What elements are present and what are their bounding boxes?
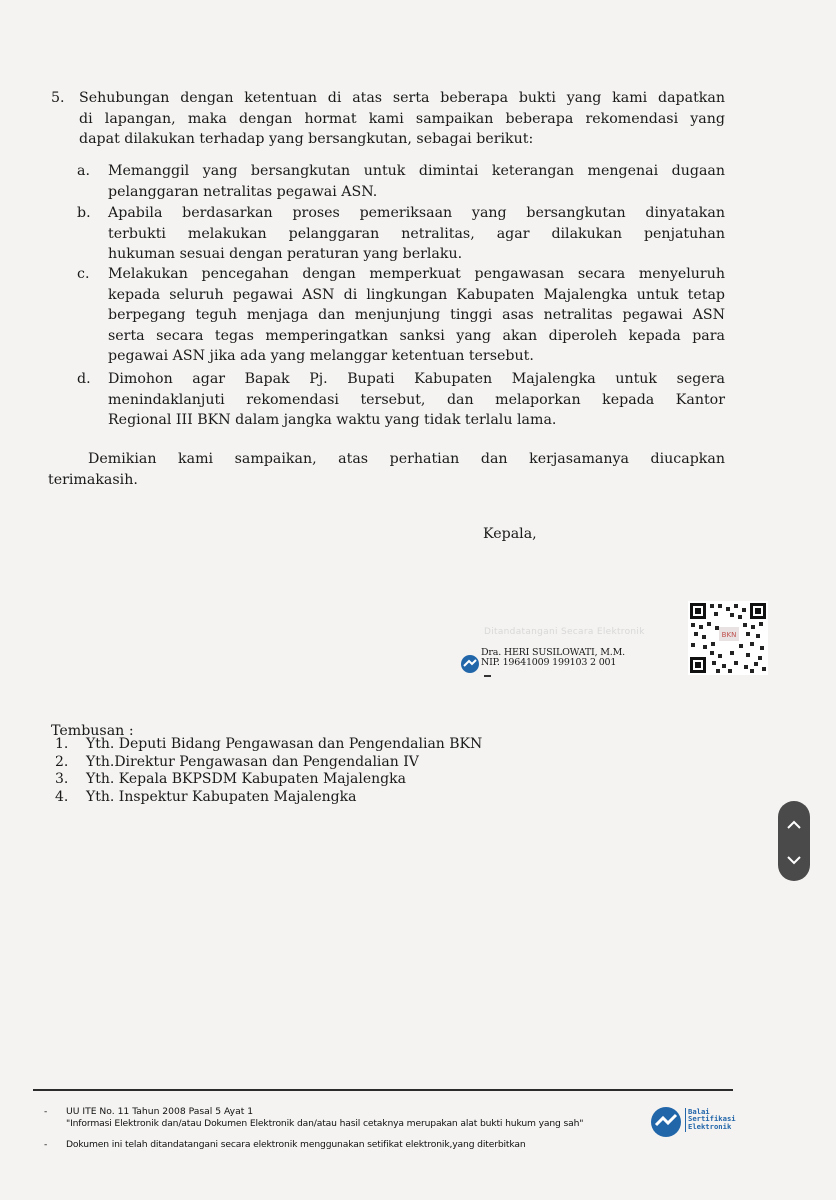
signatory-block [481, 648, 625, 668]
list-item: 1. Yth. Deputi Bidang Pengawasan dan Pengendalian BKN [55, 736, 483, 752]
divider [484, 675, 491, 677]
page-scroll-control [778, 801, 810, 881]
closing-line: terimakasih. [48, 471, 138, 488]
item-line: Melakukan pencegahan dengan memperkuat pengawasan secara menyeluruh [108, 266, 725, 282]
footer-divider [33, 1089, 733, 1091]
item-line: terbukti melakukan pelanggaran netralitas, agar dilakukan penjatuhan [108, 225, 725, 242]
signature-watermark: Ditandatangani Secara Elektronik [484, 627, 645, 637]
signatory-nip: NIP. 19641009 199103 2 001 [481, 657, 617, 668]
item-line: kepada seluruh pegawai ASN di lingkungan Kabupaten Majalengka untuk tetap [108, 286, 725, 303]
item-line: pegawai ASN jika ada yang melanggar ketentuan tersebut. [108, 348, 534, 364]
tembusan-list [55, 736, 482, 806]
bsre-brand-text: Balai Sertifikasi Elektronik [688, 1107, 736, 1131]
item-line: Memanggil yang bersangkutan untuk dimintai keterangan mengenai dugaan [108, 163, 725, 179]
point-5-line: di lapangan, maka dengan hormat kami sampaikan beberapa rekomendasi yang [79, 110, 725, 127]
item-line: menindaklanjuti rekomendasi tersebut, dan melaporkan kepada Kantor [108, 391, 725, 408]
footer-law-quote: "Informasi Elektronik dan/atau Dokumen Elektronik dan/atau hasil cetaknya merupakan alat bukti hukum yang sah" [66, 1118, 584, 1129]
item-line: berpegang teguh menjaga dan menjunjung tinggi asas netralitas pegawai ASN [108, 307, 725, 323]
item-line: pelanggaran netralitas pegawai ASN. [108, 183, 378, 200]
item-letter: d. [77, 371, 91, 387]
closing-paragraph [48, 449, 725, 490]
qr-code [688, 601, 768, 675]
point-5-number: 5. [51, 90, 65, 106]
svg-text:BKN: BKN [721, 631, 737, 639]
footer-esign-note: Dokumen ini telah ditandatangani secara elektronik menggunakan setifikat elektronik,yang diterbitkan [66, 1139, 526, 1150]
tembusan-heading: Tembusan : [51, 723, 134, 739]
list-item: 4. Yth. Inspektur Kabupaten Majalengka [55, 788, 357, 805]
scroll-up-button[interactable] [778, 803, 810, 843]
chevron-down-icon [787, 850, 801, 869]
item-letter: a. [77, 163, 90, 179]
divider [685, 1108, 686, 1132]
scroll-down-button[interactable] [778, 839, 810, 879]
chevron-up-icon [787, 814, 801, 833]
item-line: serta secara tegas memperingatkan sanksi yang akan diperoleh kepada para [108, 327, 725, 344]
bsre-logo-icon [460, 654, 480, 674]
list-item: 2. Yth.Direktur Pengawasan dan Pengendalian IV [55, 753, 419, 770]
signature-title: Kepala, [483, 526, 537, 542]
closing-line: Demikian kami sampaikan, atas perhatian dan kerjasamanya diucapkan [88, 451, 725, 467]
item-line: Regional III BKN dalam jangka waktu yang tidak terlalu lama. [108, 412, 557, 428]
item-letter: c. [77, 266, 90, 282]
item-line: Dimohon agar Bapak Pj. Bupati Kabupaten Majalengka untuk segera [108, 371, 725, 387]
point-5-line: Sehubungan dengan ketentuan di atas serta beberapa bukti yang kami dapatkan [79, 90, 725, 106]
footer-law-reference: UU ITE No. 11 Tahun 2008 Pasal 5 Ayat 1 [66, 1106, 254, 1117]
point-5-line: dapat dilakukan terhadap yang bersangkutan, sebagai berikut: [79, 131, 534, 147]
signatory-name: Dra. HERI SUSILOWATI, M.M. [481, 647, 625, 658]
list-item: 3. Yth. Kepala BKPSDM Kabupaten Majalengka [55, 771, 406, 787]
footer-bullet: - [44, 1139, 48, 1150]
item-line: Apabila berdasarkan proses pemeriksaan yang bersangkutan dinyatakan [108, 205, 725, 221]
footer-bullet: - [44, 1106, 48, 1117]
bsre-logo-icon [650, 1106, 682, 1138]
item-line: hukuman sesuai dengan peraturan yang berlaku. [108, 246, 463, 262]
item-letter: b. [77, 205, 91, 221]
